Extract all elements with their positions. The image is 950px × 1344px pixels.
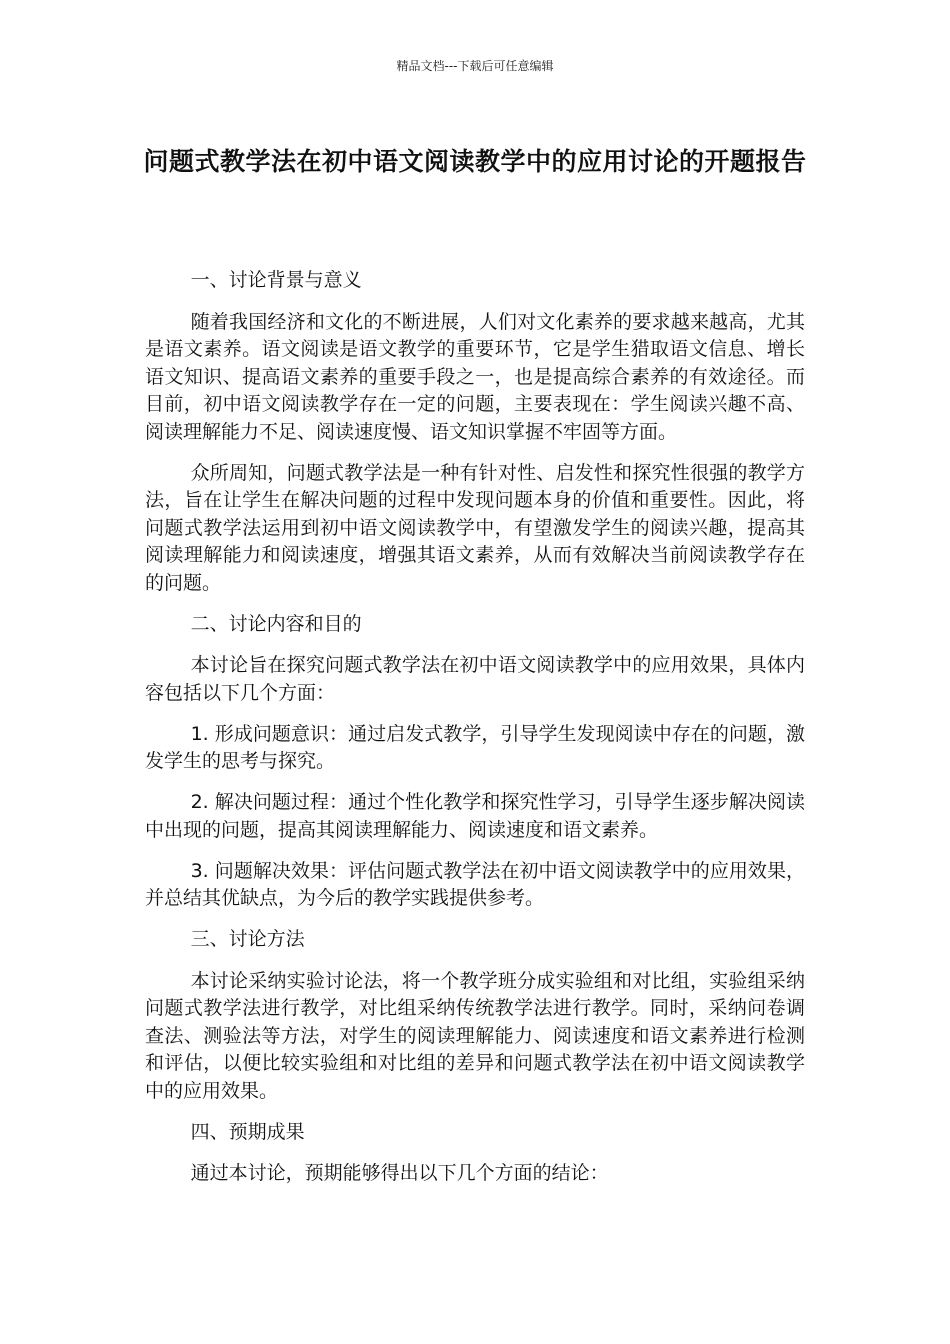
section-heading-outcome: 四、预期成果 [190, 1120, 305, 1143]
document-title: 问题式教学法在初中语文阅读教学中的应用讨论的开题报告 [143, 147, 807, 176]
document-body [145, 267, 805, 1201]
list-item-1: 1. 形成问题意识：通过启发式教学，引导学生发现阅读中存在的问题，激发学生的思考与探究。 [145, 722, 805, 772]
section-heading-content: 二、讨论内容和目的 [190, 612, 362, 635]
header-note: 精品文档---下载后可任意编辑 [396, 59, 554, 73]
paragraph-background-1: 随着我国经济和文化的不断进展，人们对文化素养的要求越来越高，尤其是语文素养。语文阅读是语文教学的重要环节，它是学生猎取语文信息、增长语文知识、提高语文素养的重要手段之一，也是提高综合素养的有效途径。而目前，初中语文阅读教学存在一定的问题，主要表现在：学生阅读兴趣不高、阅读理解能力不足、阅读速度慢、语文知识掌握不牢固等方面。 [145, 310, 805, 443]
paragraph-content-intro: 本讨论旨在探究问题式教学法在初中语文阅读教学中的应用效果，具体内容包括以下几个方面： [145, 654, 805, 704]
paragraph-background-2: 众所周知，问题式教学法是一种有针对性、启发性和探究性很强的教学方法，旨在让学生在解决问题的过程中发现问题本身的价值和重要性。因此，将问题式教学法运用到初中语文阅读教学中，有望激发学生的阅读兴趣，提高其阅读理解能力和阅读速度，增强其语文素养，从而有效解决当前阅读教学存在的问题。 [145, 461, 805, 594]
paragraph-method: 本讨论采纳实验讨论法，将一个教学班分成实验组和对比组，实验组采纳问题式教学法进行教学，对比组采纳传统教学法进行教学。同时，采纳问卷调查法、测验法等方法，对学生的阅读理解能力、阅读速度和语文素养进行检测和评估，以便比较实验组和对比组的差异和问题式教学法在初中语文阅读教学中的应用效果。 [145, 969, 805, 1102]
list-item-2: 2. 解决问题过程：通过个性化教学和探究性学习，引导学生逐步解决阅读中出现的问题，提高其阅读理解能力、阅读速度和语文素养。 [145, 791, 805, 841]
list-item-3: 3. 问题解决效果：评估问题式教学法在初中语文阅读教学中的应用效果，并总结其优缺点，为今后的教学实践提供参考。 [145, 859, 805, 909]
section-heading-background: 一、讨论背景与意义 [190, 269, 362, 291]
paragraph-outcome-intro: 通过本讨论，预期能够得出以下几个方面的结论： [190, 1162, 609, 1184]
section-heading-method: 三、讨论方法 [190, 928, 305, 950]
